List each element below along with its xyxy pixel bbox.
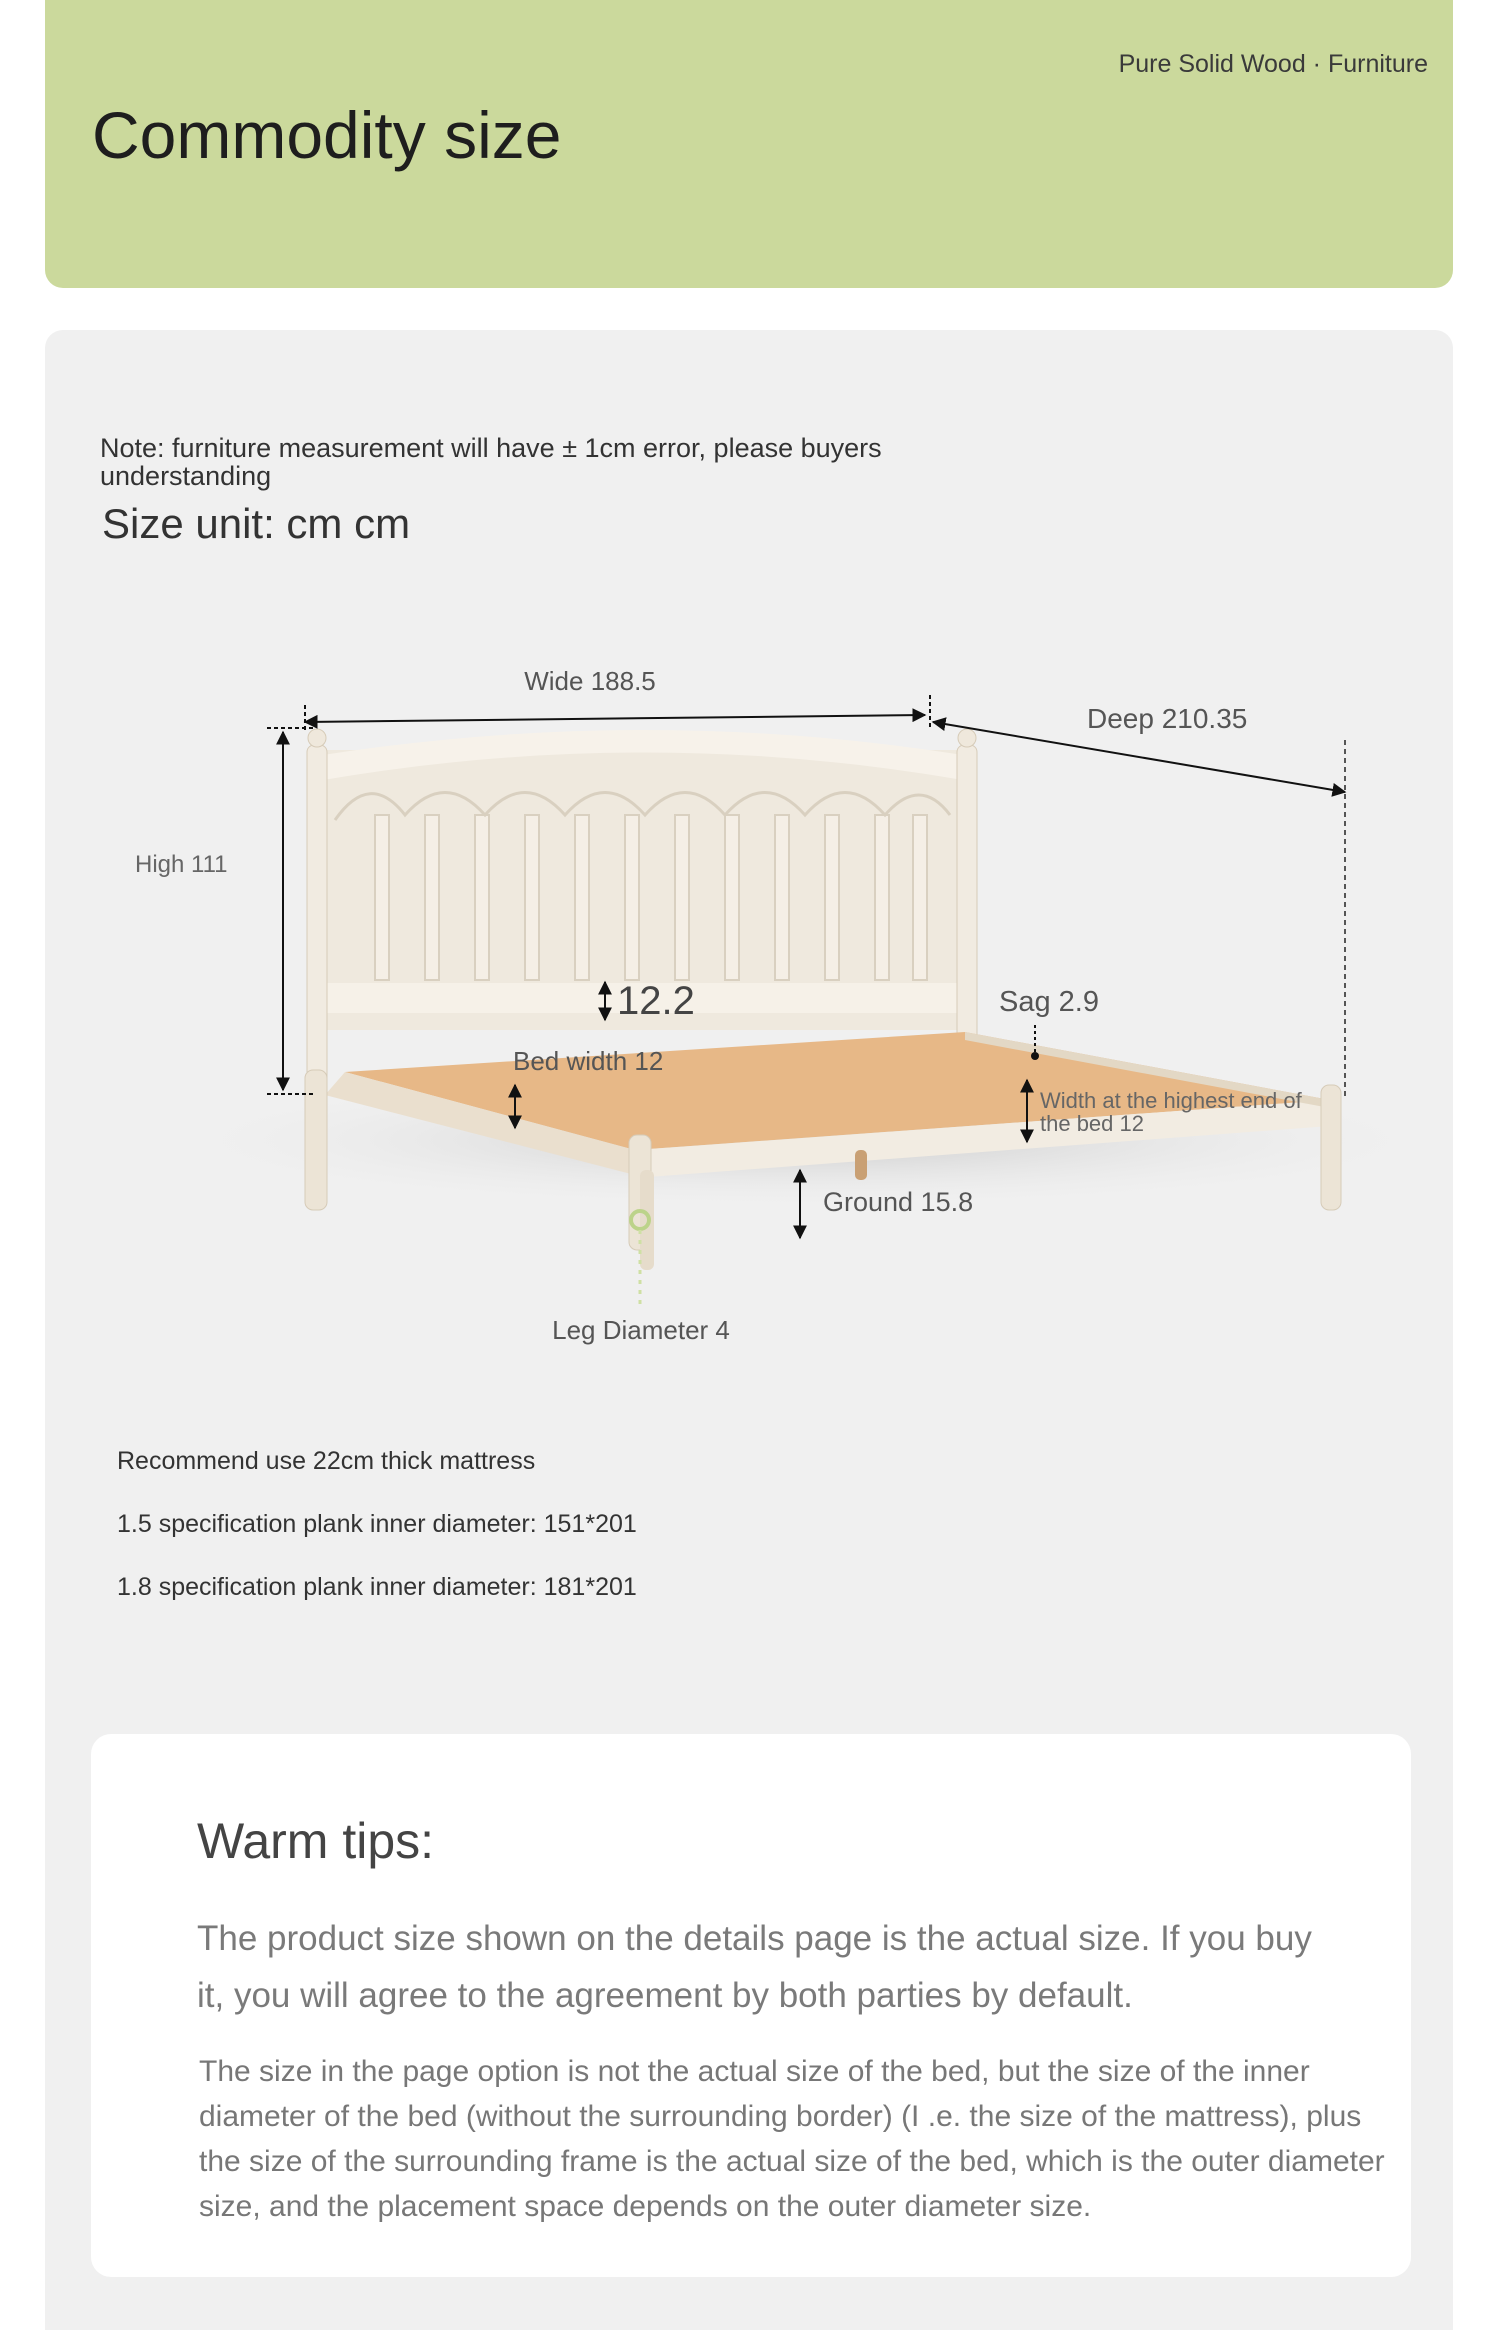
recommendation-list [117,1447,637,1636]
list-item: Recommend use 22cm thick mattress [117,1447,536,1475]
warm-tips-card [91,1734,1411,2277]
bed-width-label: Bed width 12 [513,1046,664,1076]
brand-label: Pure Solid Wood · Furniture [1118,50,1428,78]
size-panel [45,330,1453,2330]
size-unit-label: Size unit: cm cm [102,500,411,547]
page-title: Commodity size [92,98,562,172]
tips-lead-text: The product size shown on the details page is the actual size. If you buy it, you will agree to the agreement by both parties by default. [197,1919,1312,2015]
gap-label: 12.2 [617,979,695,1023]
list-item: 1.8 specification plank inner diameter: 181*201 [117,1573,637,1601]
high-label: High 111 [135,851,228,878]
highest-end-label-line1: Width at the highest end of [1040,1088,1302,1113]
tips-title: Warm tips: [197,1813,435,1869]
deep-label: Deep 210.35 [1087,703,1248,734]
header-banner [45,0,1453,288]
highest-end-label-line2: the bed 12 [1040,1111,1144,1136]
measurement-note: Note: furniture measurement will have ± 1cm error, please buyers understanding [100,433,882,491]
leg-label: Leg Diameter 4 [552,1315,730,1345]
list-item: 1.5 specification plank inner diameter: 151*201 [117,1510,637,1538]
wide-label: Wide 188.5 [524,666,656,696]
sag-label: Sag 2.9 [999,986,1099,1018]
ground-label: Ground 15.8 [823,1187,974,1217]
tips-body-text: The size in the page option is not the actual size of the bed, but the size of the inner diameter of the bed (without the surrounding border) (I .e. the size of the mattress), plus the size of the surrounding frame is the actual size of the bed, which is the outer diameter size, and the placement space depends on the outer diameter size. [199,2055,1385,2223]
